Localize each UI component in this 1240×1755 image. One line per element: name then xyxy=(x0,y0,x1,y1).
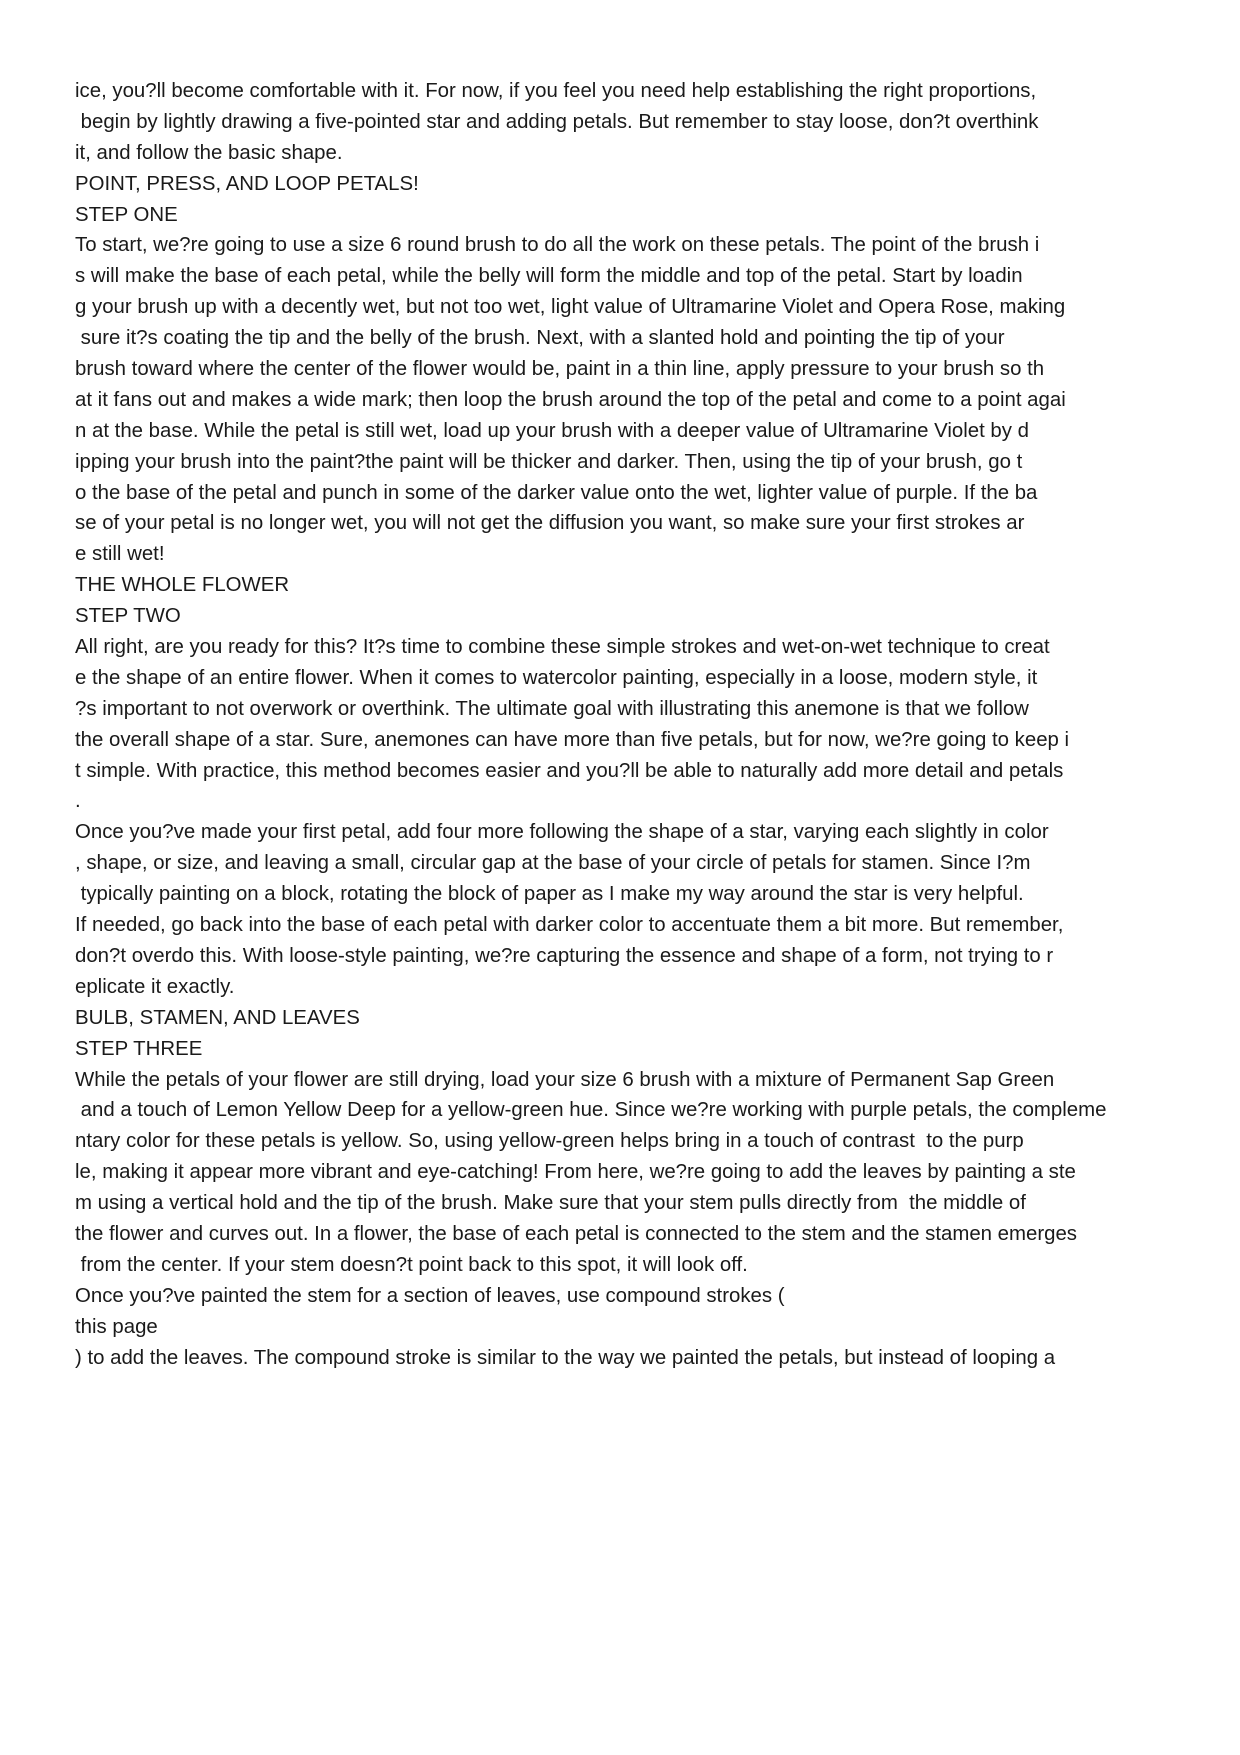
section-heading: THE WHOLE FLOWER xyxy=(75,574,290,597)
text-line: Once you?ve painted the stem for a section of leaves, use compound strokes ( xyxy=(75,1284,785,1307)
text-line: ipping your brush into the paint?the paint will be thicker and darker. Then, using the tip of your brush, go t xyxy=(75,450,1023,473)
text-line: and a touch of Lemon Yellow Deep for a yellow-green hue. Since we?re working with purple petals, the compleme xyxy=(75,1099,1107,1122)
text-line: eplicate it exactly. xyxy=(75,975,235,998)
text-line: n at the base. While the petal is still wet, load up your brush with a deeper value of Ultramarine Violet by d xyxy=(75,419,1029,442)
section-heading: BULB, STAMEN, AND LEAVES xyxy=(75,1006,360,1029)
text-line: typically painting on a block, rotating the block of paper as I make my way around the star is very helpful. xyxy=(75,883,1024,906)
text-line: at it fans out and makes a wide mark; then loop the brush around the top of the petal and come to a point agai xyxy=(75,388,1066,411)
text-line: sure it?s coating the tip and the belly of the brush. Next, with a slanted hold and pointing the tip of your xyxy=(75,327,1005,350)
text-line: Once you?ve made your first petal, add four more following the shape of a star, varying each slightly in color xyxy=(75,821,1049,844)
section-heading: POINT, PRESS, AND LOOP PETALS! xyxy=(75,172,419,195)
text-line: ice, you?ll become comfortable with it. For now, if you feel you need help establishing the right proportions, xyxy=(75,80,1037,102)
text-line: All right, are you ready for this? It?s time to combine these simple strokes and wet-on-wet technique to creat xyxy=(75,636,1050,659)
page-reference-link[interactable]: this page xyxy=(75,1315,158,1338)
text-line: e the shape of an entire flower. When it comes to watercolor painting, especially in a loose, modern style, it xyxy=(75,666,1038,689)
text-line: While the petals of your flower are still drying, load your size 6 brush with a mixture of Permanent Sap Green xyxy=(75,1068,1055,1091)
text-line: ) to add the leaves. The compound stroke is similar to the way we painted the petals, but instead of looping a xyxy=(75,1346,1056,1369)
text-line: from the center. If your stem doesn?t point back to this spot, it will look off. xyxy=(75,1253,748,1276)
text-line: se of your petal is no longer wet, you will not get the diffusion you want, so make sure your first strokes ar xyxy=(75,512,1025,535)
text-line: o the base of the petal and punch in some of the darker value onto the wet, lighter value of purple. If the ba xyxy=(75,481,1038,504)
text-line: e still wet! xyxy=(75,543,165,566)
text-line: To start, we?re going to use a size 6 round brush to do all the work on these petals. The point of the brush i xyxy=(75,234,1040,257)
text-line: brush toward where the center of the flower would be, paint in a thin line, apply pressure to your brush so th xyxy=(75,358,1045,381)
text-line: le, making it appear more vibrant and eye-catching! From here, we?re going to add the leaves by painting a ste xyxy=(75,1161,1076,1184)
text-line: . xyxy=(75,790,81,813)
text-line: If needed, go back into the base of each petal with darker color to accentuate them a bit more. But remember, xyxy=(75,914,1064,937)
step-heading: STEP ONE xyxy=(75,203,178,226)
text-line: begin by lightly drawing a five-pointed star and adding petals. But remember to stay loose, don?t overthink xyxy=(75,110,1039,133)
text-line: t simple. With practice, this method becomes easier and you?ll be able to naturally add more detail and petals xyxy=(75,759,1064,782)
text-line: the overall shape of a star. Sure, anemones can have more than five petals, but for now, we?re going to keep i xyxy=(75,728,1070,751)
text-line: it, and follow the basic shape. xyxy=(75,141,343,164)
step-heading: STEP TWO xyxy=(75,605,181,628)
text-line: g your brush up with a decently wet, but not too wet, light value of Ultramarine Violet and Opera Rose, making xyxy=(75,296,1066,319)
text-line: s will make the base of each petal, while the belly will form the middle and top of the petal. Start by loadin xyxy=(75,265,1023,288)
text-line: ?s important to not overwork or overthink. The ultimate goal with illustrating this anemone is that we follow xyxy=(75,697,1029,720)
text-line: don?t overdo this. With loose-style painting, we?re capturing the essence and shape of a form, not trying to r xyxy=(75,944,1054,967)
text-line: m using a vertical hold and the tip of the brush. Make sure that your stem pulls directly from the middle of xyxy=(75,1192,1026,1215)
document-page xyxy=(75,76,1185,1373)
step-heading: STEP THREE xyxy=(75,1037,203,1060)
text-line: ntary color for these petals is yellow. So, using yellow-green helps bring in a touch of contrast to the purp xyxy=(75,1130,1024,1153)
text-line: the flower and curves out. In a flower, the base of each petal is connected to the stem and the stamen emerges xyxy=(75,1222,1077,1245)
text-line: , shape, or size, and leaving a small, circular gap at the base of your circle of petals for stamen. Since I?m xyxy=(75,852,1031,875)
